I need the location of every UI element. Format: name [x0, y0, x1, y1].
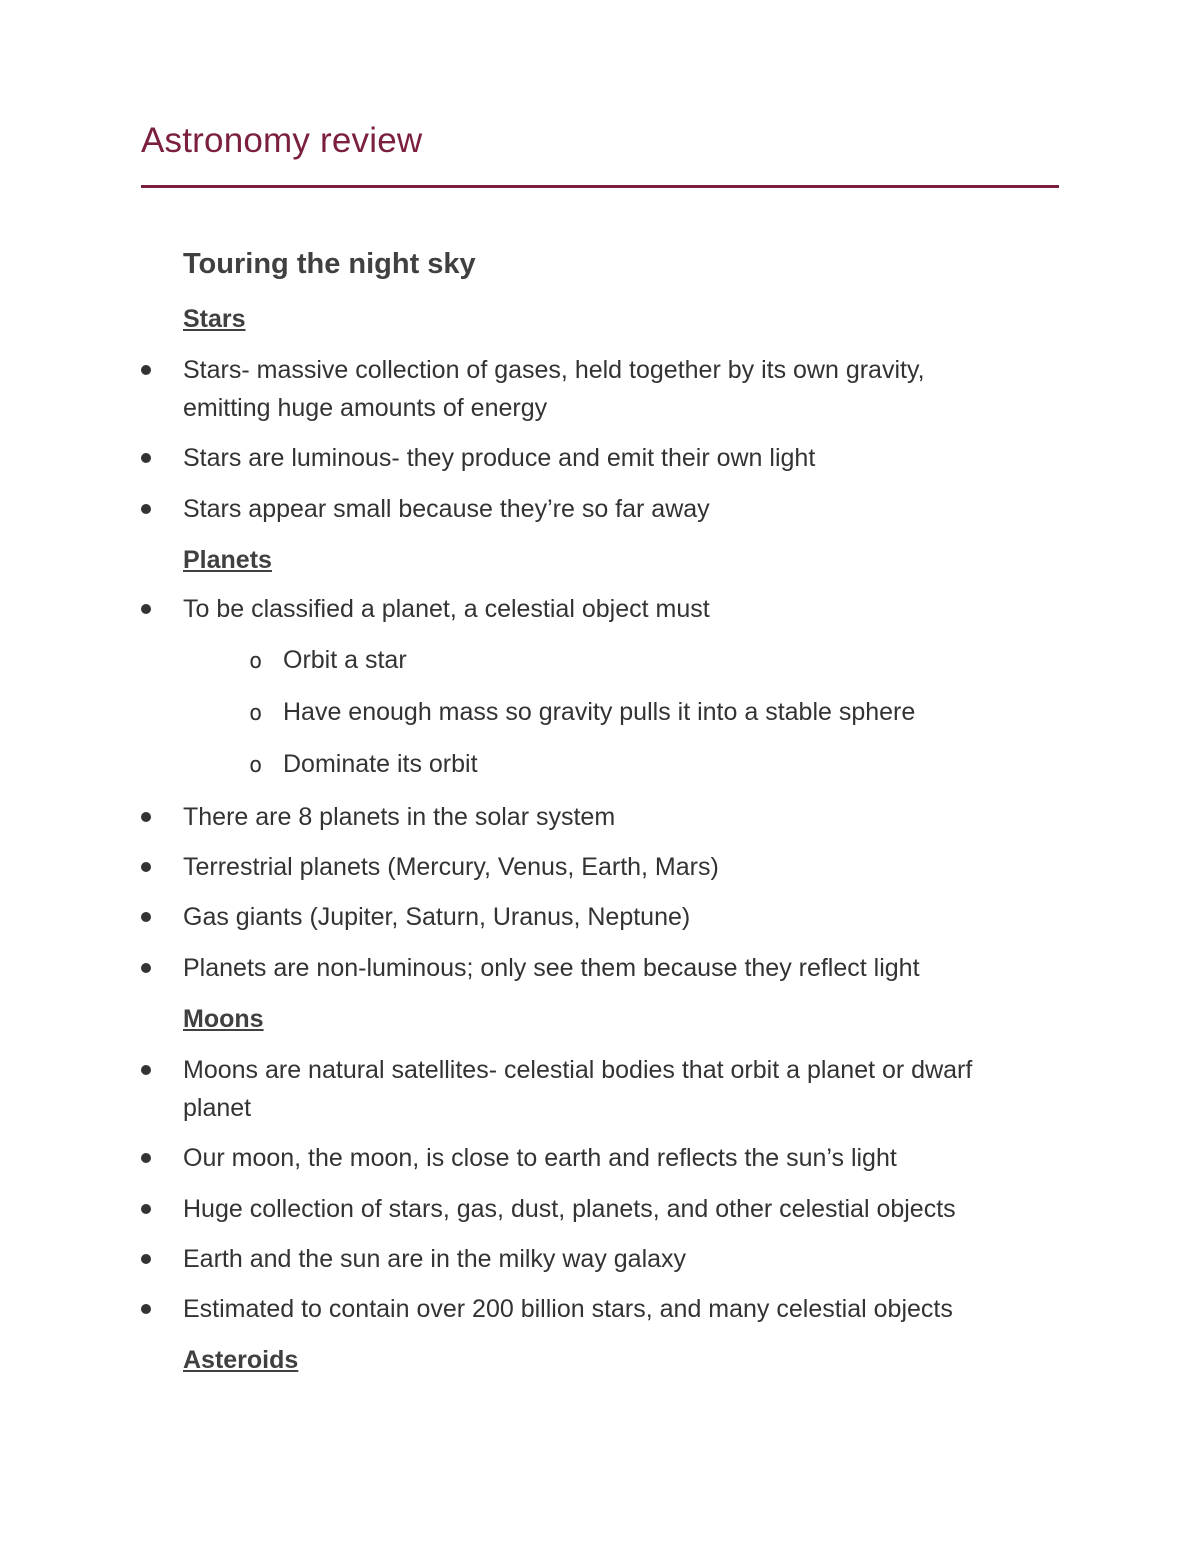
bullet-icon — [141, 365, 151, 375]
list-item: Planets are non-luminous; only see them because they reflect light — [183, 954, 920, 982]
bullet-icon — [141, 504, 151, 514]
list-item: Moons are natural satellites- celestial bodies that orbit a planet or dwarf — [183, 1056, 973, 1084]
bullet-icon — [141, 1304, 151, 1314]
circle-bullet-icon: o — [249, 649, 263, 674]
list-item: Gas giants (Jupiter, Saturn, Uranus, Neptune) — [183, 903, 691, 931]
stars-heading: Stars — [183, 305, 246, 333]
list-item: Huge collection of stars, gas, dust, planets, and other celestial objects — [183, 1195, 956, 1223]
bullet-icon — [141, 1065, 151, 1075]
list-item: Our moon, the moon, is close to earth and reflects the sun’s light — [183, 1144, 897, 1172]
circle-bullet-icon: o — [249, 753, 263, 778]
bullet-icon — [141, 604, 151, 614]
bullet-icon — [141, 963, 151, 973]
list-item: There are 8 planets in the solar system — [183, 803, 616, 831]
criteria-item: Have enough mass so gravity pulls it into a stable sphere — [283, 698, 916, 726]
list-item-continuation: planet — [183, 1094, 252, 1122]
bullet-icon — [141, 862, 151, 872]
bullet-icon — [141, 1204, 151, 1214]
bullet-icon — [141, 453, 151, 463]
list-item: Terrestrial planets (Mercury, Venus, Earth, Mars) — [183, 853, 719, 881]
document-title: Astronomy review — [141, 121, 423, 160]
circle-bullet-icon: o — [249, 701, 263, 726]
planets-heading: Planets — [183, 546, 272, 574]
list-item: Stars are luminous- they produce and emit their own light — [183, 444, 816, 472]
list-item: Stars appear small because they’re so far away — [183, 495, 710, 523]
criteria-item: Orbit a star — [283, 646, 407, 674]
bullet-icon — [141, 912, 151, 922]
list-item: To be classified a planet, a celestial object must — [183, 595, 710, 623]
criteria-item: Dominate its orbit — [283, 750, 478, 778]
list-item: Earth and the sun are in the milky way galaxy — [183, 1245, 687, 1273]
bullet-icon — [141, 1153, 151, 1163]
moons-heading: Moons — [183, 1005, 264, 1033]
list-item: Estimated to contain over 200 billion stars, and many celestial objects — [183, 1295, 953, 1323]
list-item-continuation: emitting huge amounts of energy — [183, 394, 548, 422]
bullet-icon — [141, 812, 151, 822]
section-heading: Touring the night sky — [183, 248, 476, 280]
bullet-icon — [141, 1254, 151, 1264]
list-item: Stars- massive collection of gases, held together by its own gravity, — [183, 356, 925, 384]
asteroids-heading: Asteroids — [183, 1346, 299, 1374]
title-rule — [141, 185, 1059, 188]
